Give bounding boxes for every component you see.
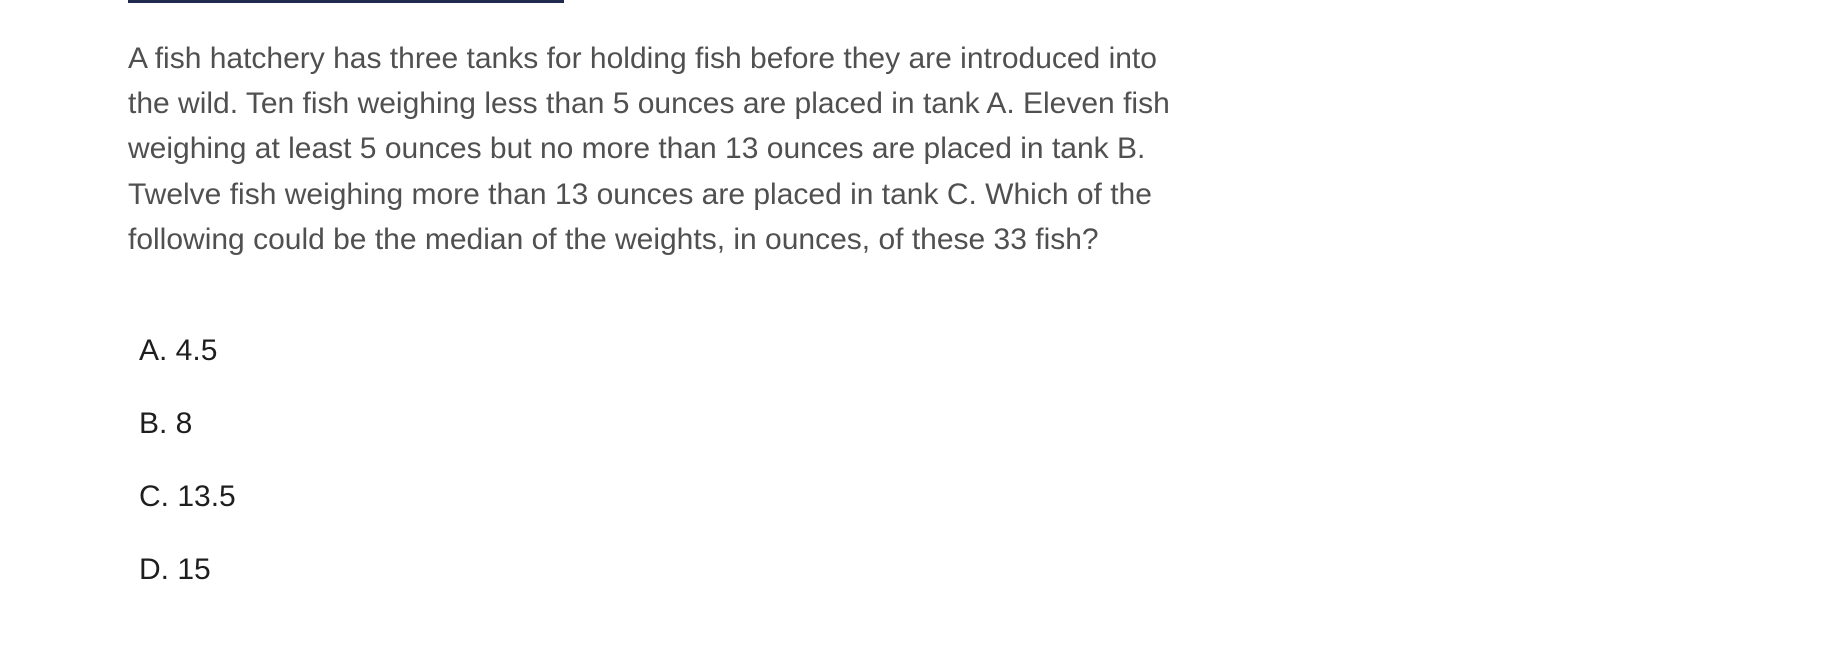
top-divider-rule	[128, 0, 564, 3]
choice-c[interactable]: C. 13.5	[139, 480, 236, 513]
answer-choices	[139, 327, 236, 619]
choice-b[interactable]: B. 8	[139, 407, 193, 440]
choice-a[interactable]: A. 4.5	[139, 334, 218, 367]
choice-d[interactable]: D. 15	[139, 553, 211, 586]
question-stem: A fish hatchery has three tanks for holding fish before they are introduced into the wild. Ten fish weighing less than 5 ounces are placed in tank A. Eleven fish weighing at least 5 ounces but no more than 13 ounces are placed in tank B. Twelve fish weighing more than 13 ounces are placed in tank C. Which of the following could be the median of the weights, in ounces, of these 33 fish?	[128, 42, 1170, 256]
